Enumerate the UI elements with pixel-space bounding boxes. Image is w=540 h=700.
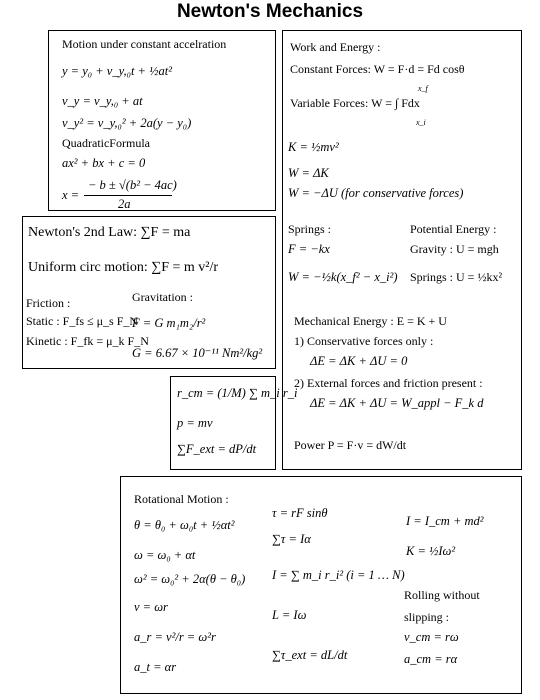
rolling-heading-line1: Rolling without xyxy=(404,588,480,602)
external-force-eq: ∑F_ext = dP/dt xyxy=(177,442,257,456)
spring-force: F = −kx xyxy=(288,242,330,256)
rotational-heading: Rotational Motion : xyxy=(134,492,229,506)
quadratic-formula-lhs: x = xyxy=(62,188,80,202)
springs-heading: Springs : xyxy=(288,222,332,236)
torque-angular-momentum: ∑τ_ext = dL/dt xyxy=(272,648,348,662)
tangential-acceleration: a_t = αr xyxy=(134,660,177,674)
sum-torque-eq: ∑τ = Iα xyxy=(272,532,311,546)
spring-potential: Springs : U = ½kx² xyxy=(410,270,503,284)
variable-forces-work: Variable Forces: W = ∫ Fdx xyxy=(290,96,420,110)
work-potential-relation: W = −ΔU (for conservative forces) xyxy=(288,186,464,200)
momentum-eq: p = mv xyxy=(177,416,213,430)
angular-momentum: L = Iω xyxy=(272,608,307,622)
angular-velocity-squared: ω² = ω₀² + 2α(θ − θ₀) xyxy=(134,572,246,586)
rotational-kinetic-energy: K = ½Iω² xyxy=(406,544,456,558)
integral-upper-limit: x_f xyxy=(418,84,428,93)
torque-eq: τ = rF sinθ xyxy=(272,506,328,520)
quadratic-formula-numerator: − b ± √(b² − 4ac) xyxy=(88,178,177,192)
quadratic-formula-denominator: 2a xyxy=(118,197,131,211)
power-eq: Power P = F·v = dW/dt xyxy=(294,438,407,452)
quadratic-heading: QuadraticFormula xyxy=(62,136,150,150)
friction-heading: Friction : xyxy=(26,296,71,310)
linear-velocity: v = ωr xyxy=(134,600,168,614)
angular-position: θ = θ₀ + ω₀t + ½αt² xyxy=(134,518,235,532)
rolling-heading-line2: slipping : xyxy=(404,610,450,624)
kinematics-eq-position: y = y₀ + v_y,₀t + ½at² xyxy=(62,64,172,78)
integral-lower-limit: x_i xyxy=(416,118,426,127)
external-forces-case: 2) External forces and friction present : xyxy=(294,376,483,390)
static-friction: Static : F_fs ≤ μ_s F_N xyxy=(26,314,139,328)
center-of-mass: r_cm = (1/M) ∑ m_i r_i xyxy=(177,386,298,400)
radial-acceleration: a_r = v²/r = ω²r xyxy=(134,630,216,644)
constant-forces-work: Constant Forces: W = F·d = Fd cosθ xyxy=(290,62,465,76)
newton-second-law: Newton's 2nd Law: ∑F = ma xyxy=(28,225,191,240)
moment-of-inertia: I = ∑ m_i r_i² (i = 1 … N) xyxy=(272,568,405,582)
angular-velocity: ω = ω₀ + αt xyxy=(134,548,196,562)
parallel-axis-theorem: I = I_cm + md² xyxy=(406,514,484,528)
kinematics-heading: Motion under constant accelration xyxy=(62,37,227,51)
work-energy-heading: Work and Energy : xyxy=(290,40,381,54)
rolling-acceleration: a_cm = rα xyxy=(404,652,458,666)
quadratic-equation: ax² + bx + c = 0 xyxy=(62,156,146,170)
quadratic-fraction-bar xyxy=(84,195,172,196)
spring-work: W = −½k(x_f² − x_i²) xyxy=(288,270,398,284)
conservative-energy-eq: ΔE = ΔK + ΔU = 0 xyxy=(310,354,408,368)
page-title: Newton's Mechanics xyxy=(176,1,364,22)
potential-energy-heading: Potential Energy : xyxy=(410,222,497,236)
gravity-potential: Gravity : U = mgh xyxy=(410,242,499,256)
external-energy-eq: ΔE = ΔK + ΔU = W_appl − F_k d xyxy=(310,396,484,410)
mechanical-energy: Mechanical Energy : E = K + U xyxy=(294,314,447,328)
conservative-forces-case: 1) Conservative forces only : xyxy=(294,334,434,348)
gravitational-constant: G = 6.67 × 10⁻¹¹ Nm²/kg² xyxy=(132,346,263,360)
gravitation-law: F = G m₁m₂/r² xyxy=(132,316,206,330)
gravitation-heading: Gravitation : xyxy=(132,290,193,304)
work-kinetic-theorem: W = ΔK xyxy=(288,166,329,180)
kinematics-eq-velocity: v_y = v_y,₀ + at xyxy=(62,94,143,108)
kinetic-energy: K = ½mv² xyxy=(288,140,339,154)
rolling-velocity: v_cm = rω xyxy=(404,630,459,644)
uniform-circular-motion: Uniform circ motion: ∑F = m v²/r xyxy=(28,260,219,275)
kinetic-friction: Kinetic : F_fk = μ_k F_N xyxy=(26,334,149,348)
kinematics-eq-velocity-squared: v_y² = v_y,₀² + 2a(y − y₀) xyxy=(62,116,192,130)
